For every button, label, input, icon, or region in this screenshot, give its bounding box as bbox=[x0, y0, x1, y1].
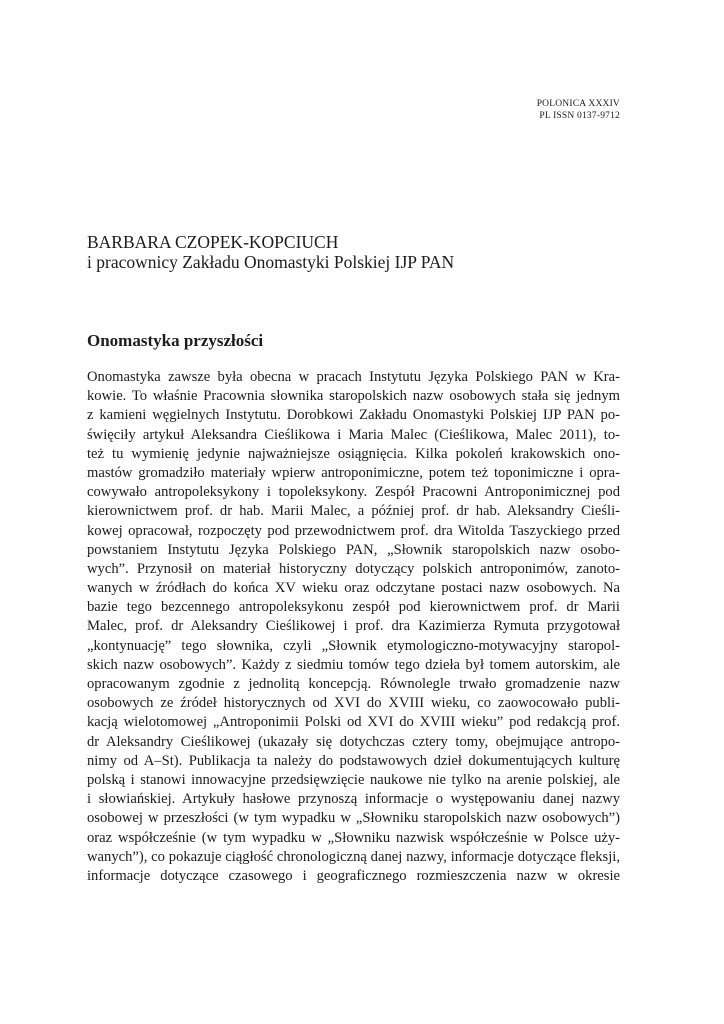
body-line: polską i stanowi innowacyjne przedsięwzięcie naukowe nie tylko na arenie polskiej, ale bbox=[87, 771, 620, 788]
issn-number: PL ISSN 0137-9712 bbox=[539, 111, 620, 121]
body-line: kowej opracował, rozpoczęty pod przewodnictwem prof. dra Witolda Taszyckiego przed bbox=[87, 522, 620, 539]
body-line: Malec, prof. dr Aleksandry Cieślikowej i prof. dra Kazimierza Rymuta przygotował bbox=[87, 618, 620, 635]
journal-name: POLONICA XXXIV bbox=[536, 99, 620, 109]
article-body bbox=[87, 368, 620, 886]
body-line: wanych”), co pokazuje ciągłość chronologiczną danej nazwy, informacje dotyczące fleksji, bbox=[87, 848, 620, 865]
body-line: oraz współcześnie (w tym wypadku w „Słowniku nazwisk współcześnie w Polsce uży- bbox=[87, 829, 620, 846]
body-line: też tu wymienię jedynie najważniejsze osiągnięcia. Kilka pokoleń krakowskich ono- bbox=[87, 445, 620, 462]
body-line: dr Aleksandry Cieślikowej (ukazały się dotychczas cztery tomy, obejmujące antropo- bbox=[87, 733, 620, 750]
body-line: kowie. To właśnie Pracownia słownika staropolskich nazw osobowych stała się jednym bbox=[87, 388, 620, 405]
body-line: bazie tego bezcennego antropoleksykonu zespół pod kierownictwem prof. dr Marii bbox=[87, 599, 620, 616]
body-line: kierownictwem prof. dr hab. Marii Malec, a później prof. dr hab. Aleksandry Cieśli- bbox=[87, 503, 620, 520]
body-line: z kamieni węgielnych Instytutu. Dorobkowi Zakładu Onomastyki Polskiej IJP PAN po- bbox=[87, 407, 620, 424]
body-line: powstaniem Instytutu Języka Polskiego PAN, „Słownik staropolskich nazw osobo- bbox=[87, 541, 620, 558]
body-line: święciły artykuł Aleksandra Cieślikowa i Maria Malec (Cieślikowa, Malec 2011), to- bbox=[87, 426, 620, 443]
body-line: osobowych ze źródeł historycznych od XVI do XVIII wieku, co zaowocowało publi- bbox=[87, 695, 620, 712]
author-block bbox=[87, 232, 627, 272]
body-line: wanych w źródłach do końca XV wieku oraz odczytane postaci nazw osobowych. Na bbox=[87, 580, 620, 597]
article-title: Onomastyka przyszłości bbox=[87, 331, 264, 350]
body-line: osobowej w przeszłości (w tym wypadku w „Słowniku staropolskich nazw osobowych”) bbox=[87, 810, 620, 827]
body-line: opracowanym zgodnie z jednolitą koncepcją. Równolegle trwało gromadzenie nazw bbox=[87, 676, 620, 692]
body-line: wych”. Przynosił on materiał historyczny dotyczący polskich antroponimów, zanoto- bbox=[87, 560, 620, 577]
body-line: informacje dotyczące czasowego i geograficznego rozmieszczenia nazw w okresie bbox=[87, 867, 620, 884]
body-line: Onomastyka zawsze była obecna w pracach Instytutu Języka Polskiego PAN w Kra- bbox=[87, 369, 620, 385]
body-line: kacją wielotomowej „Antroponimii Polski od XVI do XVIII wieku” pod redakcją prof. bbox=[87, 714, 620, 731]
body-line: mastów gromadziło materiały wpierw antroponimiczne, potem też toponimiczne i opra- bbox=[87, 464, 620, 481]
journal-header bbox=[537, 98, 620, 122]
body-line: cowywało antropoleksykony i topoleksykony. Zespół Pracowni Antroponimicznej pod bbox=[87, 484, 620, 501]
author-affiliation: i pracownicy Zakładu Onomastyki Polskiej IJP PAN bbox=[87, 252, 455, 272]
author-name: BARBARA CZOPEK-KOPCIUCH bbox=[87, 232, 339, 252]
body-line: nimy od A–St). Publikacja ta należy do podstawowych dzieł dokumentujących kulturę bbox=[87, 752, 620, 769]
body-line: skich nazw osobowych”. Każdy z siedmiu tomów tego dzieła był tomem autorskim, ale bbox=[87, 656, 620, 673]
body-line: „kontynuację” tego słownika, czyli „Słownik etymologiczno-motywacyjny staropol- bbox=[87, 637, 620, 654]
body-line: i słowiańskiej. Artykuły hasłowe przynoszą informacje o występowaniu danej nazwy bbox=[87, 791, 620, 808]
